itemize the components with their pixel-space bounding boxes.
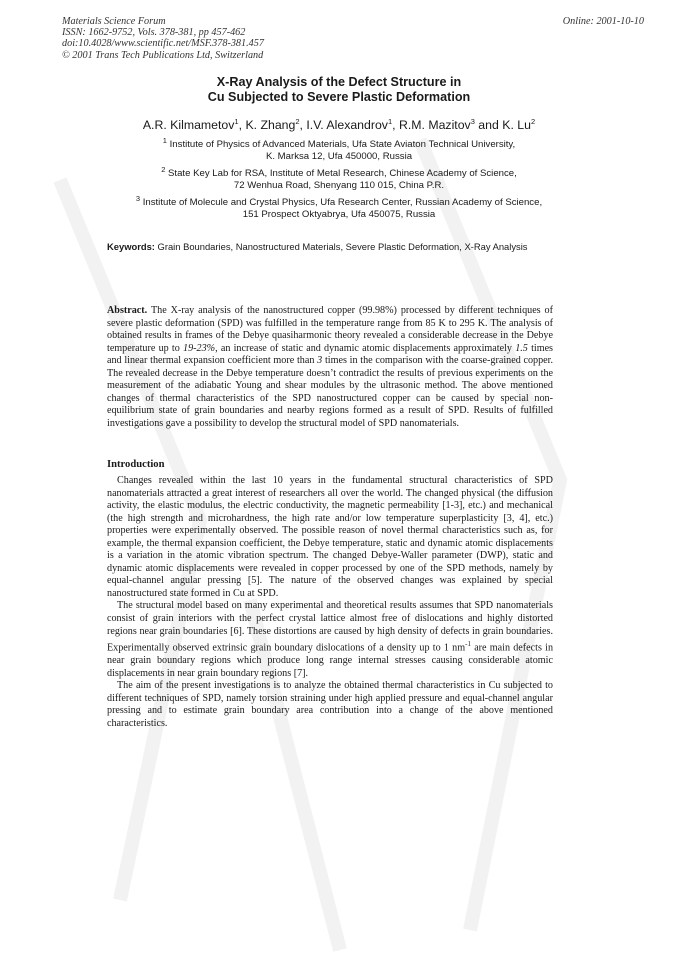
introduction-body	[107, 475, 553, 730]
abstract-value: 1.5	[515, 342, 528, 354]
abstract-value: 3	[317, 355, 323, 367]
author-name: K. Zhang	[245, 118, 296, 132]
author-name: K. Lu	[502, 118, 531, 132]
abstract-label: Abstract.	[107, 305, 148, 316]
doi-line[interactable]: doi:10.4028/www.scientific.net/MSF.378-381.457	[62, 38, 264, 50]
title-line-1: X-Ray Analysis of the Defect Structure in	[216, 75, 462, 89]
affiliation-line: Institute of Molecule and Crystal Physics, Ufa Research Center, Russian Academy of Science,	[142, 197, 543, 208]
abstract-value: 19-23%	[183, 342, 216, 354]
author-affil-sup: 3	[470, 116, 475, 126]
paper-title	[0, 75, 678, 104]
copyright-line: © 2001 Trans Tech Publications Ltd, Switzerland	[62, 49, 264, 61]
author-list	[0, 118, 678, 132]
affiliation-sup: 2	[161, 164, 166, 174]
author-name: I.V. Alexandrov	[306, 118, 388, 132]
journal-name: Materials Science Forum	[62, 16, 166, 27]
affiliation-address: 151 Prospect Oktyabrya, Ufa 450075, Russia	[242, 209, 436, 220]
affiliation-3	[0, 193, 678, 221]
abstract-text: The X-ray analysis of the nanostructured copper (99.98%) processed by different techniques of severe plastic deformation (SPD) was fulfilled in the temperature range from 85 K to 295 K. The analysis of obtained results in frames of the Debye quasiharmonic theory revealed a considerable decrease in the Debye temperature up to	[107, 305, 553, 354]
affiliation-line: Institute of Physics of Advanced Materials, Ufa State Aviaton Technical University,	[169, 139, 516, 150]
author-separator: ,	[392, 118, 399, 132]
affiliation-address: 72 Wenhua Road, Shenyang 110 015, China P.R.	[233, 180, 445, 191]
affiliation-1	[0, 135, 678, 163]
author-affil-sup: 1	[387, 116, 393, 126]
issn-line: ISSN: 1662-9752, Vols. 378-381, pp 457-462	[62, 27, 246, 39]
author-separator: ,	[238, 118, 246, 132]
author-name: R.M. Mazitov	[398, 118, 471, 132]
affiliation-2	[0, 164, 678, 192]
paragraph: Changes revealed within the last 10 years in the fundamental structural characteristics of SPD nanomaterials attracted a great interest of researchers all over the world. The changed physical (the diffusion activity, the elastic modulus, the electric conductivity, the magnetic permeability [1-3], etc.) and mechanical (the high strength and microhardness, the high rate and/or low temperature superplasticity [3, 4], etc.) properties were experimentally observed. The possible reason of novel thermal characteristics such as, for example, the thermal expansion coefficient, the Debye temperature, static and dynamic atomic displacements is a variation in the atomic vibration spectrum. The changed Debye-Waller parameter (DWP), static and dynamic atomic displacements were revealed in copper processed by one of the SPD methods, namely by equal-channel angular pressing [5]. The nature of the observed changes was explained by special nanostructured state formed in Cu at SPD.	[107, 475, 553, 599]
author-name: A.R. Kilmametov	[142, 118, 235, 132]
affiliation-sup: 3	[135, 193, 141, 203]
superscript: -1	[465, 640, 471, 649]
keywords-label: Keywords:	[107, 241, 155, 252]
abstract-text: times and linear thermal expansion coefficient more than	[107, 342, 553, 367]
author-separator: ,	[299, 118, 307, 132]
section-heading-introduction: Introduction	[107, 459, 165, 470]
affiliation-sup: 1	[162, 135, 167, 145]
abstract-text: times in the comparison with the coarse-grained copper. The revealed decrease in the Debye temperature doesn’t contradict the results of previous experiments on the measurement of the adiabatic Young and shear modules by the ultrasonic method. The above mentioned changes of thermal characteristics of the SPD nanostructured copper can be caused by special non-equilibrium state of grain boundaries and nearby regions formed as a result of SPD. Results of fulfilled investigations gave a possibility to develop the structural model of SPD nanomaterials.	[107, 355, 554, 429]
paragraph-text: The structural model based on many experimental and theoretical results assumes that SPD nanomaterials consist of grain interiors with the perfect crystal lattice almost free of dislocations and highly distorted regions near grain boundaries [6]. These distortions are caused by high density of defects in grain boundaries. Experimentally observed extrinsic grain boundary dislocations of a density up to 1 nm	[107, 600, 553, 654]
author-separator: and	[474, 118, 503, 132]
paragraph	[107, 600, 553, 680]
affiliation-line: State Key Lab for RSA, Institute of Metal Research, Chinese Academy of Science,	[168, 168, 517, 179]
abstract-text: , an increase of static and dynamic atomic displacements approximately	[215, 342, 512, 354]
title-line-2: Cu Subjected to Severe Plastic Deformation	[207, 89, 471, 104]
keywords-text: Grain Boundaries, Nanostructured Materials, Severe Plastic Deformation, X-Ray Analysis	[157, 241, 528, 252]
keywords-block	[107, 241, 567, 253]
paragraph: The aim of the present investigations is to analyze the obtained thermal characteristics in Cu subjected to different techniques of SPD, namely torsion straining under high applied pressure and equal-channel angular pressing and to estimate grain boundary area contribution into a change of the above mentioned characteristics.	[107, 680, 553, 729]
journal-header	[62, 16, 264, 61]
paragraph-text: are main defects in near grain boundary regions which produce long range internal stresses causing considerable atomic displacements in near grain boundary regions [7].	[107, 642, 554, 679]
online-date: Online: 2001-10-10	[562, 16, 644, 27]
author-affil-sup: 2	[295, 116, 300, 126]
abstract	[107, 305, 553, 430]
author-affil-sup: 2	[530, 116, 536, 126]
author-affil-sup: 1	[234, 116, 239, 126]
affiliation-address: K. Marksa 12, Ufa 450000, Russia	[265, 151, 413, 162]
